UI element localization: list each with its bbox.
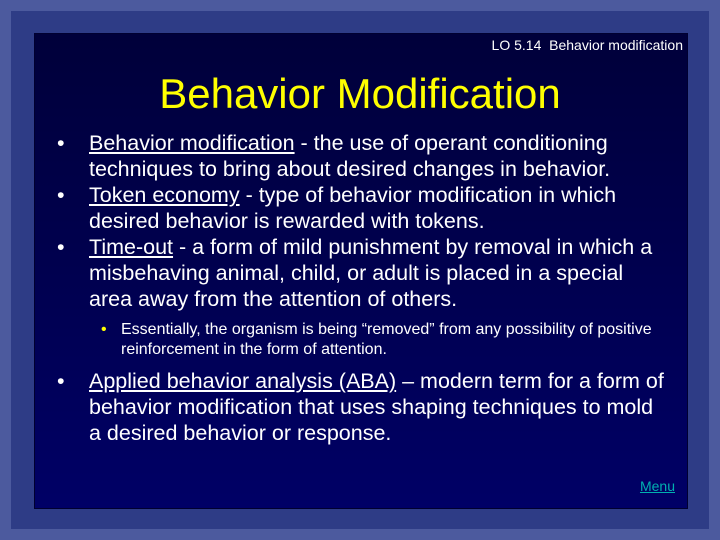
definition-time-out: - a form of mild punishment by removal in which a misbehaving animal, child, or adult is placed in a special area away from the attention of others. xyxy=(89,235,653,311)
term-time-out: Time-out xyxy=(89,235,174,259)
bullet-dot: • xyxy=(57,369,65,393)
term-applied-behavior-analysis: Applied behavior analysis (ABA) xyxy=(89,369,397,393)
bullet-dot: • xyxy=(57,235,65,259)
bullet-behavior-modification xyxy=(57,130,667,182)
slide-body xyxy=(57,130,667,446)
definition-token-economy: - type of behavior modification in which desired behavior is rewarded with tokens. xyxy=(89,183,617,233)
definition-applied-behavior-analysis: – modern term for a form of behavior modification that uses shaping techniques to mold a desired behavior or response. xyxy=(89,369,664,445)
term-token-economy: Token economy xyxy=(89,183,240,207)
sub-bullet-dot: • xyxy=(101,321,107,338)
sub-bullet-text: Essentially, the organism is being “removed” from any possibility of positive reinforcement in the form of attention. xyxy=(121,321,652,358)
slide-title: Behavior Modification xyxy=(159,70,561,117)
bullet-applied-behavior-analysis xyxy=(57,368,667,446)
lo-label: LO 5.14 Behavior modification xyxy=(491,37,683,53)
bullet-dot: • xyxy=(57,183,65,207)
menu-link[interactable]: Menu xyxy=(639,478,675,494)
term-behavior-modification: Behavior modification xyxy=(89,131,295,155)
definition-behavior-modification: - the use of operant conditioning techniques to bring about desired changes in behavior. xyxy=(89,131,611,181)
bullet-dot: • xyxy=(57,131,65,155)
sub-bullet-time-out xyxy=(57,320,667,360)
bullet-token-economy xyxy=(57,182,667,234)
bullet-time-out xyxy=(57,234,667,312)
